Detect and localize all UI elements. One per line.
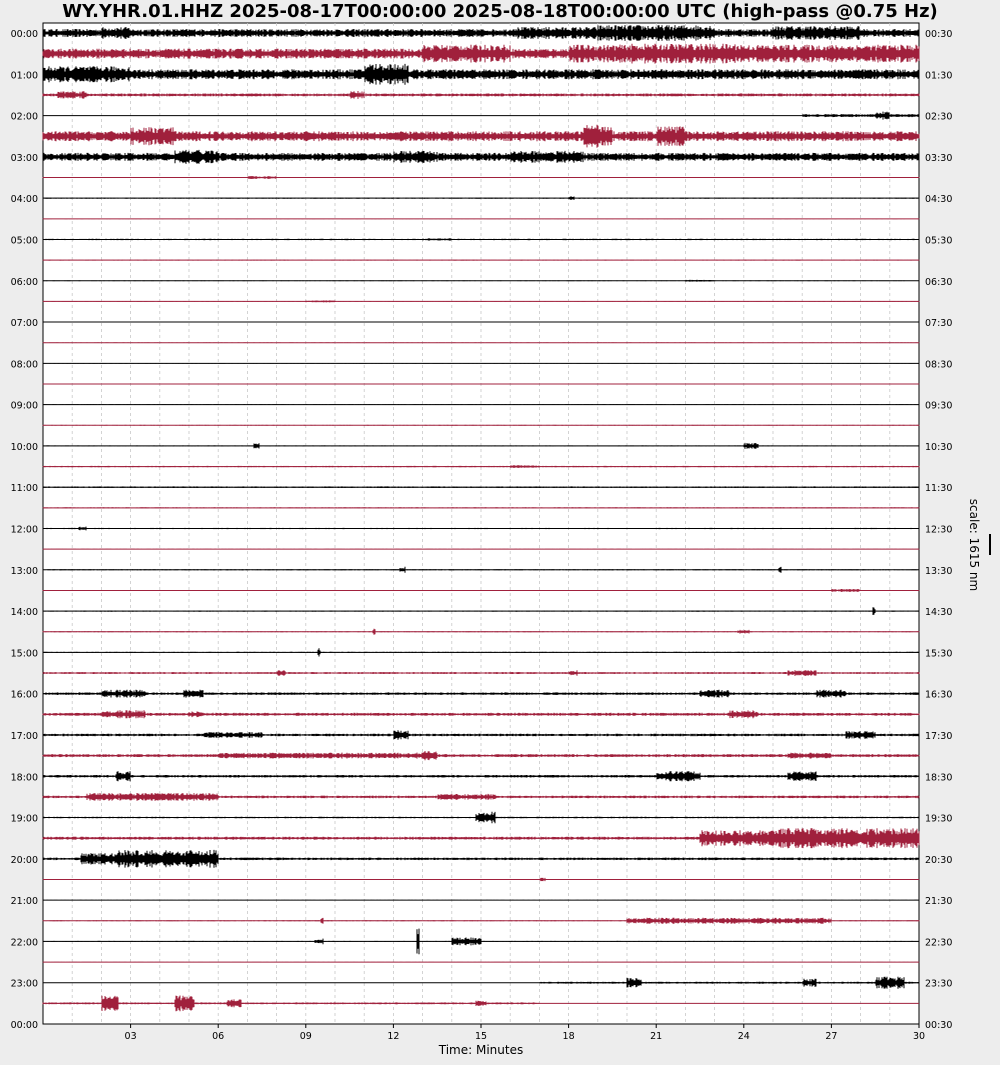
right-time-label: 18:30 xyxy=(925,772,953,784)
right-time-label: 17:30 xyxy=(925,730,953,742)
left-time-label: 22:00 xyxy=(10,937,38,949)
left-time-label: 21:00 xyxy=(10,896,38,908)
left-time-label: 00:00 xyxy=(10,29,38,40)
left-time-label: 12:00 xyxy=(10,524,38,536)
x-tick-label: 15 xyxy=(474,1031,488,1042)
right-time-label: 00:30 xyxy=(925,29,953,40)
left-time-label: 11:00 xyxy=(10,483,38,495)
right-time-label: 03:30 xyxy=(925,152,953,164)
right-time-label: 01:30 xyxy=(925,70,953,82)
x-tick-label: 24 xyxy=(737,1031,750,1042)
x-tick-label: 03 xyxy=(124,1031,137,1042)
scale-label: scale: 1615 nm xyxy=(967,498,981,592)
right-time-label: 08:30 xyxy=(925,359,953,371)
left-time-label: 23:00 xyxy=(10,978,38,990)
left-time-label: 00:00 xyxy=(10,1020,38,1031)
right-time-label: 06:30 xyxy=(925,276,953,288)
x-tick-label: 06 xyxy=(212,1031,225,1042)
x-tick-label: 09 xyxy=(299,1031,312,1042)
trace-waveform xyxy=(43,486,919,488)
left-time-label: 05:00 xyxy=(10,235,38,247)
right-time-label: 20:30 xyxy=(925,854,953,866)
right-time-label: 16:30 xyxy=(925,689,953,701)
left-time-label: 10:00 xyxy=(10,441,38,453)
left-time-labels xyxy=(11,29,38,1031)
left-time-label: 04:00 xyxy=(10,194,38,206)
x-tick-label: 18 xyxy=(562,1031,575,1042)
right-time-label: 05:30 xyxy=(925,235,953,247)
right-time-label: 00:30 xyxy=(925,1020,953,1031)
right-time-label: 10:30 xyxy=(925,441,953,453)
right-time-label: 15:30 xyxy=(925,648,953,660)
left-time-label: 06:00 xyxy=(10,276,38,288)
left-time-label: 02:00 xyxy=(10,111,38,123)
right-time-label: 04:30 xyxy=(925,194,953,206)
left-time-label: 18:00 xyxy=(10,772,38,784)
x-tick-label: 27 xyxy=(825,1031,838,1042)
left-time-label: 03:00 xyxy=(10,152,38,164)
x-tick-label: 12 xyxy=(387,1031,400,1042)
right-time-label: 23:30 xyxy=(925,978,953,990)
left-time-label: 19:00 xyxy=(10,813,38,825)
left-time-label: 09:00 xyxy=(10,400,38,412)
right-time-label: 09:30 xyxy=(925,400,953,412)
right-time-label: 14:30 xyxy=(925,607,953,619)
left-time-label: 13:00 xyxy=(10,565,38,577)
left-time-label: 16:00 xyxy=(10,689,38,701)
right-time-label: 07:30 xyxy=(925,318,953,330)
right-time-label: 21:30 xyxy=(925,896,953,908)
left-time-label: 17:00 xyxy=(10,730,38,742)
x-tick-label: 30 xyxy=(912,1031,926,1042)
left-time-label: 14:00 xyxy=(10,607,38,619)
x-axis-ticks xyxy=(125,1024,925,1042)
x-axis-label: Time: Minutes xyxy=(438,1043,524,1057)
right-time-label: 13:30 xyxy=(925,565,953,577)
right-time-label: 19:30 xyxy=(925,813,953,825)
left-time-label: 15:00 xyxy=(10,648,38,660)
left-time-label: 08:00 xyxy=(10,359,38,371)
left-time-label: 01:00 xyxy=(10,70,38,82)
right-time-label: 11:30 xyxy=(925,483,953,495)
left-time-label: 07:00 xyxy=(10,318,38,330)
right-time-labels xyxy=(925,29,952,1031)
right-time-label: 12:30 xyxy=(925,524,953,536)
right-time-label: 22:30 xyxy=(925,937,953,949)
left-time-label: 20:00 xyxy=(10,854,38,866)
right-time-label: 02:30 xyxy=(925,111,953,123)
chart-title: WY.YHR.01.HHZ 2025-08-17T00:00:00 2025-08-18T00:00:00 UTC (high-pass @0.75 Hz) xyxy=(62,1,938,22)
x-tick-label: 21 xyxy=(650,1031,663,1042)
